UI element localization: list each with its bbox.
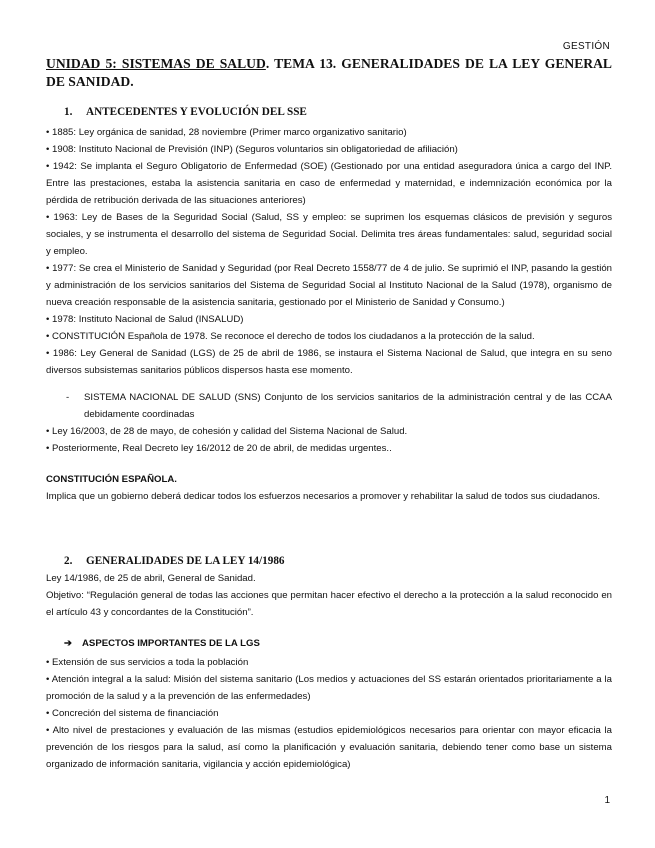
list-item: • Concreción del sistema de financiación: [46, 708, 219, 719]
aspects-heading: [64, 638, 260, 649]
title-rest: . TEMA 13. GENERALIDADES DE LA LEY GENERAL DE SANIDAD.: [46, 56, 612, 89]
objective-text: Objetivo: “Regulación general de todas las acciones que permitan hacer efectivo el derecho a la protección a la salud reconocido en el artículo 43 y concordantes de la Constitución”.: [46, 590, 612, 618]
section2-heading: [64, 555, 285, 567]
section1-title: ANTECEDENTES Y EVOLUCIÓN DEL SSE: [86, 106, 307, 118]
list-item: • 1977: Se crea el Ministerio de Sanidad y Seguridad (por Real Decreto 1558/77 de 4 de julio. Se suprimió el INP, pasando la gestión y administración de los servicios sanitarios del Sistema de Seguridad Social al Instituto Nacional de la Salud (1978), organismo de nueva creación responsable de la asistencia sanitaria, gestionado por el Ministerio de Sanidad y Consumo.): [46, 263, 612, 308]
document-title: [46, 55, 612, 91]
sns-sub-item: [66, 389, 612, 423]
sub-item-dash: -: [66, 392, 70, 403]
list-item: • CONSTITUCIÓN Española de 1978. Se reconoce el derecho de todos los ciudadanos a la protección de la salud.: [46, 331, 535, 342]
aspects-title: ASPECTOS IMPORTANTES DE LA LGS: [82, 638, 260, 649]
section2-body: [46, 570, 612, 621]
section1-body: [46, 124, 612, 379]
list-item: • Extensión de sus servicios a toda la población: [46, 657, 249, 668]
constitution-label: CONSTITUCIÓN ESPAÑOLA.: [46, 474, 177, 485]
law-line: Ley 14/1986, de 25 de abril, General de Sanidad.: [46, 573, 256, 584]
header-label: GESTIÓN: [562, 41, 610, 52]
section1-body-after: [46, 423, 612, 457]
arrow-right-icon: ➔: [64, 638, 73, 649]
section1-heading: [64, 106, 307, 118]
list-item: • Posteriormente, Real Decreto ley 16/2012 de 20 de abril, de medidas urgentes..: [46, 443, 392, 454]
list-item: • 1986: Ley General de Sanidad (LGS) de 25 de abril de 1986, se instaura el Sistema Nacional de Salud, que integra en su seno diversos subsistemas sanitarios públicos dispersos hasta ese momento.: [46, 348, 612, 376]
section2-title: GENERALIDADES DE LA LEY 14/1986: [86, 555, 285, 567]
list-item: • Ley 16/2003, de 28 de mayo, de cohesión y calidad del Sistema Nacional de Salud.: [46, 426, 408, 437]
sub-item-text: SISTEMA NACIONAL DE SALUD (SNS) Conjunto de los servicios sanitarios de la administración central y de las CCAA debidamente coordinadas: [84, 392, 612, 420]
list-item: • 1885: Ley orgánica de sanidad, 28 noviembre (Primer marco organizativo sanitario): [46, 127, 407, 138]
list-item: • 1963: Ley de Bases de la Seguridad Social (Salud, SS y empleo: se suprimen los esquemas clásicos de previsión y seguros sociales, y se instrumenta el desarrollo del sistema de Seguridad Social. Delimita tres áreas fundamentales: salud, seguridad social y empleo.: [46, 212, 612, 257]
page-number: 1: [604, 795, 610, 806]
title-unit: UNIDAD 5: SISTEMAS DE SALUD: [46, 56, 266, 71]
list-item: • 1908: Instituto Nacional de Previsión (INP) (Seguros voluntarios sin obligatoriedad de afiliación): [46, 144, 458, 155]
section1-number: 1.: [64, 106, 73, 118]
list-item: • Alto nivel de prestaciones y evaluación de las mismas (estudios epidemiológicos necesarios para orientar con mayor eficacia la prevención de los riesgos para la salud, así como la planificación y evaluación sanitaria, debiendo tener como base un sistema organizado de información sanitaria, vigilancia y acción epidemiológica): [46, 725, 612, 770]
list-item: • 1942: Se implanta el Seguro Obligatorio de Enfermedad (SOE) (Gestionado por una entidad aseguradora única a cargo del INP. Entre las prestaciones, estaba la asistencia sanitaria en caso de enfermedad y maternidad, e indemnización económica por la pérdida de retribución derivada de las situaciones anteriores): [46, 161, 612, 206]
list-item: • Atención integral a la salud: Misión del sistema sanitario (Los medios y actuaciones del SS estarán orientados prioritariamente a la promoción de la salud y a la prevención de las enfermedades): [46, 674, 612, 702]
aspects-body: [46, 654, 612, 773]
section2-number: 2.: [64, 555, 73, 567]
constitution-text: Implica que un gobierno deberá dedicar todos los esfuerzos necesarios a promover y rehabilitar la salud de todos sus ciudadanos.: [46, 491, 601, 502]
constitution-block: [46, 471, 612, 505]
list-item: • 1978: Instituto Nacional de Salud (INSALUD): [46, 314, 244, 325]
